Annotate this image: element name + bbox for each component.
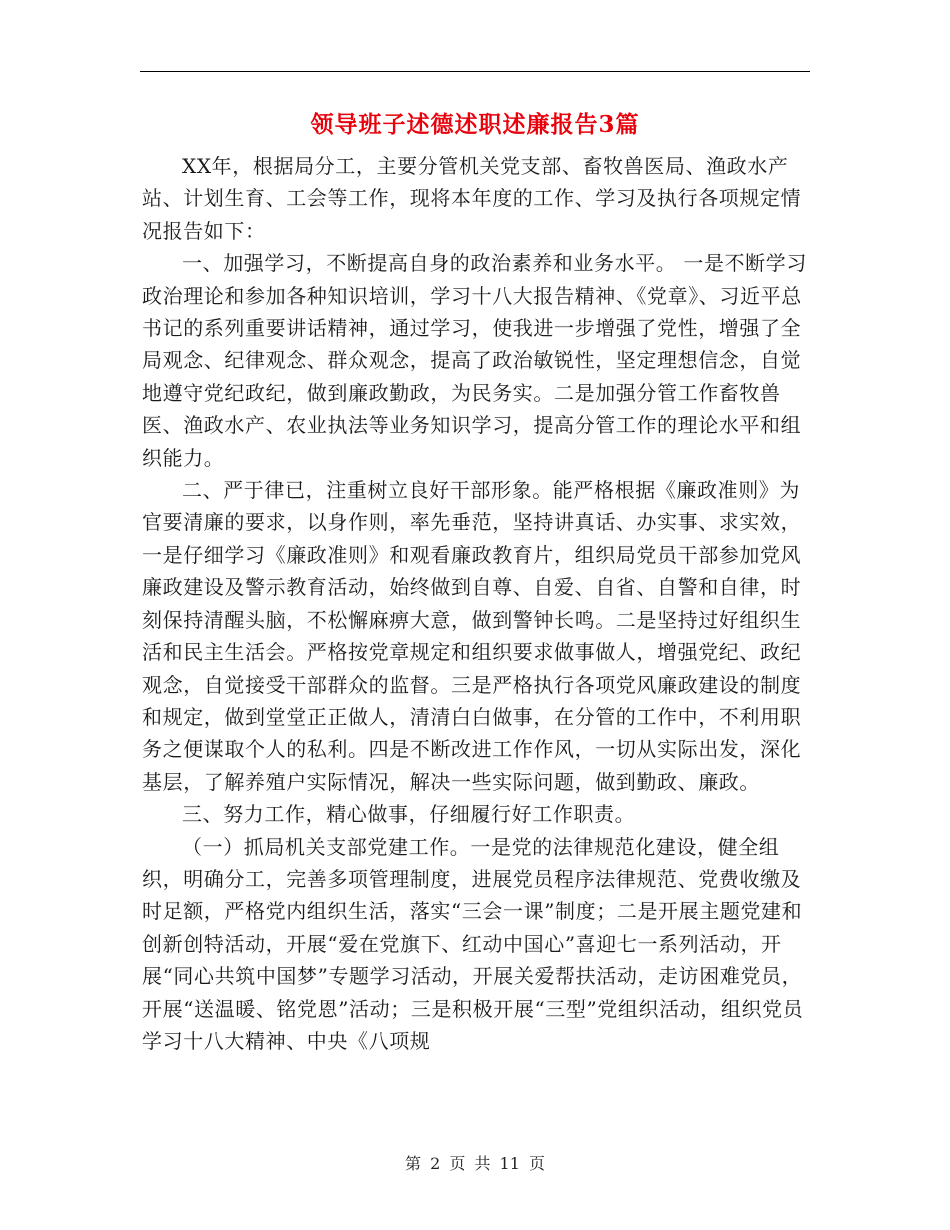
paragraph-section-3-heading: 三、努力工作，精心做事，仔细履行好工作职责。 — [182, 802, 636, 827]
paragraph-intro: XX年，根据局分工，主要分管机关党支部、畜牧兽医局、渔政水产站、计划生育、工会等工作，现将本年度的工作、学习及执行各项规定情况报告如下： — [142, 154, 802, 243]
document-title: 领导班子述德述职述廉报告3篇 — [310, 111, 640, 138]
page-number-footer: 第 2 页 共 11 页 — [405, 1154, 545, 1173]
paragraph-section-1: 一、加强学习，不断提高自身的政治素养和业务水平。 一是不断学习政治理论和参加各种知识培训，学习十八大报告精神、《党章》、习近平总书记的系列重要讲话精神，通过学习，使我进一步增强了党性，增强了全局观念、纪律观念、群众观念，提高了政治敏锐性，坚定理想信念，自觉地遵守党纪政纪，做到廉政勤政，为民务实。二是加强分管工作畜牧兽医、渔政水产、农业执法等业务知识学习，提高分管工作的理论水平和组织能力。 — [142, 251, 807, 470]
paragraph-section-3-item-1: （一）抓局机关支部党建工作。一是党的法律规范化建设，健全组织，明确分工，完善多项管理制度，进展党员程序法律规范、党费收缴及时足额，严格党内组织生活，落实“三会一课”制度；二是开展主题党建和创新创特活动，开展“爱在党旗下、红动中国心”喜迎七一系列活动，开展“同心共筑中国梦”专题学习活动，开展关爱帮扶活动，走访困难党员，开展“送温暖、铭党恩”活动；三是积极开展“三型”党组织活动，组织党员学习十八大精神、中央《八项规 — [142, 834, 804, 1053]
header-rule — [140, 71, 810, 72]
paragraph-section-2: 二、严于律已，注重树立良好干部形象。能严格根据《廉政准则》为官要清廉的要求，以身作则，率先垂范，坚持讲真话、办实事、求实效，一是仔细学习《廉政准则》和观看廉政教育片，组织局党员干部参加党风廉政建设及警示教育活动，始终做到自尊、自爱、自省、自警和自律，时刻保持清醒头脑，不松懈麻痹大意，做到警钟长鸣。二是坚持过好组织生活和民主生活会。严格按党章规定和组织要求做事做人，增强党纪、政纪观念，自觉接受干部群众的监督。三是严格执行各项党风廉政建设的制度和规定，做到堂堂正正做人，清清白白做事，在分管的工作中，不利用职务之便谋取个人的私利。四是不断改进工作作风，一切从实际出发，深化基层，了解养殖户实际情况，解决一些实际问题，做到勤政、廉政。 — [142, 478, 802, 794]
document-body — [142, 150, 810, 1057]
